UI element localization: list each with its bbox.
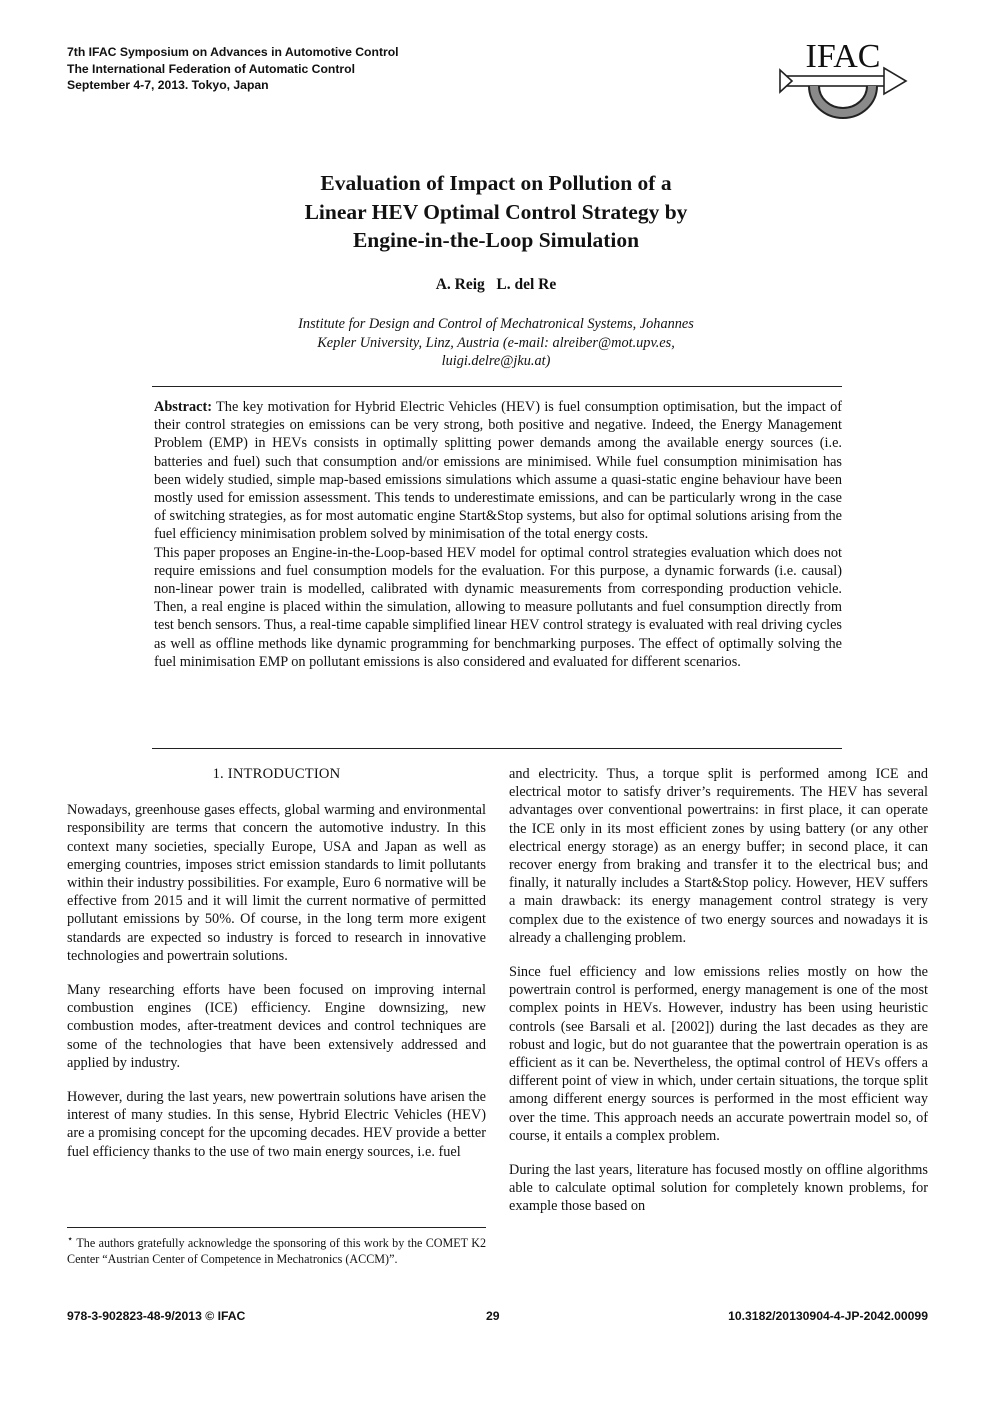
title-line-1: Evaluation of Impact on Pollution of a: [320, 171, 672, 195]
title-line-3: Engine-in-the-Loop Simulation: [352, 228, 640, 252]
footnote: [67, 1232, 486, 1267]
footer-page-number: 29: [486, 1309, 500, 1323]
logo-text: IFAC: [805, 38, 881, 75]
affiliation-line-2: Kepler University, Linz, Austria (e-mail: alreiber@mot.upv.es,: [317, 334, 675, 351]
abstract-bottom-rule: [152, 748, 842, 749]
abstract-label: Abstract:: [154, 399, 212, 415]
affiliation-line-1: Institute for Design and Control of Mechatronical Systems, Johannes: [298, 316, 694, 332]
left-column: [67, 765, 486, 1177]
section-heading: 1. INTRODUCTION: [212, 766, 341, 782]
title-line-2: Linear HEV Optimal Control Strategy by: [304, 199, 688, 224]
footer-doi: 10.3182/20130904-4-JP-2042.00099: [728, 1309, 928, 1323]
abstract-top-rule: [152, 386, 842, 387]
affiliation: [150, 315, 842, 371]
authors: A. Reig L. del Re: [435, 276, 557, 293]
intro-paragraph-2: Many researching efforts have been focused on improving internal combustion engines (ICE) efficiency. Engine downsizing, new combustion modes, after-treatment devices and control techniques are some of the technologies that have been extensively addressed and applied by industry.: [67, 982, 486, 1071]
right-column: [509, 765, 928, 1232]
abstract-text-1: The key motivation for Hybrid Electric Vehicles (HEV) is fuel consumption optimisation, but the impact of their control strategies on emissions can be very strong, both positive and negative. Indeed, the Energy Management Problem (EMP) in HEVs consists in optimally splitting power demands among the available energy sources (i.e. batteries and fuel) such that consumption and/or emissions are minimised. While fuel consumption minimisation has been widely studied, simple map-based emissions simulations which assume a quasi-static engine behaviour have been mostly used for emission assessment. This tends to underestimate emissions, and can be particularly wrong in the case of switching strategies, as for most automatic engine Start&Stop systems, but also for optimal solutions arising from the fuel efficiency minimisation problem solved by minimisation of the total energy costs.: [154, 399, 842, 543]
conference-header: [67, 44, 399, 94]
footer-isbn: 978-3-902823-48-9/2013 © IFAC: [67, 1309, 246, 1323]
conference-line-3: September 4-7, 2013. Tokyo, Japan: [67, 78, 269, 92]
footnote-rule: [67, 1227, 486, 1228]
intro-paragraph-3: However, during the last years, new powertrain solutions have arisen the interest of many studies. In this sense, Hybrid Electric Vehicles (HEV) are a promising concept for the upcoming decades. HEV provide a better fuel efficiency thanks to the use of two main energy sources, i.e. fuel: [67, 1089, 486, 1160]
footnote-text: The authors gratefully acknowledge the sponsoring of this work by the COMET K2 Center “Austrian Center of Competence in Mechatronics (ACCM)”.: [67, 1236, 486, 1266]
paper-title: [150, 169, 842, 255]
affiliation-line-3: luigi.delre@jku.at): [441, 353, 551, 369]
abstract-paragraph-1: [154, 398, 842, 544]
abstract-paragraph-2: This paper proposes an Engine-in-the-Loop-based HEV model for optimal control strategies evaluation which does not require emissions and fuel consumption models for the evaluation. For this purpose, a dynamic forwards (i.e. causal) non-linear power train is modelled, calibrated with dynamic measurements from corresponding production vehicle. Then, a real engine is placed within the simulation, allowing to measure pollutants and fuel consumption directly from test bench sensors. Thus, a real-time capable simplified linear HEV control strategy is evaluated with real driving cycles as well as offline methods like dynamic programming for benchmarking purposes. The effect of optimally solving the fuel minimisation EMP on pollutant emissions is also considered and evaluated for different scenarios.: [154, 544, 842, 670]
footnote-mark: ⋆: [67, 1234, 74, 1245]
abstract: [154, 398, 842, 671]
intro-paragraph-6: During the last years, literature has focused mostly on offline algorithms able to calculate optimal solution for completely known problems, for example those based on: [509, 1162, 928, 1215]
conference-line-2: The International Federation of Automatic Control: [67, 61, 355, 76]
ifac-logo: [776, 36, 910, 128]
intro-paragraph-1: Nowadays, greenhouse gases effects, global warming and environmental responsibility are terms that concern the automotive industry. In this context many societies, specially Europe, USA and Japan as well as emerging countries, imposes strict emission standards to limit pollutants within their industry possibilities. For example, Euro 6 normative will be effective from 2015 and it will limit the current normative of permitted pollutant emissions by 50%. Of course, in the long term more exigent standards are expected so industry is forced to research in innovative technologies and powertrain solutions.: [67, 802, 486, 964]
intro-paragraph-4: and electricity. Thus, a torque split is performed among ICE and electrical motor to satisfy driver’s requirements. The HEV has several advantages over conventional powertrains: in first place, it can operate the ICE only in its most efficient zones by using battery (or any other electrical energy storage) as an energy buffer; in second place, it can recover energy from braking and transfer it to the electrical bus; and finally, it naturally includes a Start&Stop policy. However, HEV suffers a main drawback: its energy management control strategy is very complex due to the existence of two energy sources and nowadays it is already a challenging problem.: [509, 766, 928, 946]
intro-paragraph-5: Since fuel efficiency and low emissions relies mostly on how the powertrain control is performed, energy management is one of the most complex points in HEVs. However, industry has been using heuristic controls (see Barsali et al. [2002]) during the last decades as they are robust and logic, but do not guarantee that the powertrain operation is as efficient as it can be. Nevertheless, the optimal control of HEVs offers a different point of view in which, under certain situations, the torque split among different energy sources is performed in the most efficient way over the time. This approach needs an accurate powertrain model so, of course, it entails a complex problem.: [509, 964, 928, 1144]
conference-line-1: 7th IFAC Symposium on Advances in Automotive Control: [67, 45, 399, 59]
